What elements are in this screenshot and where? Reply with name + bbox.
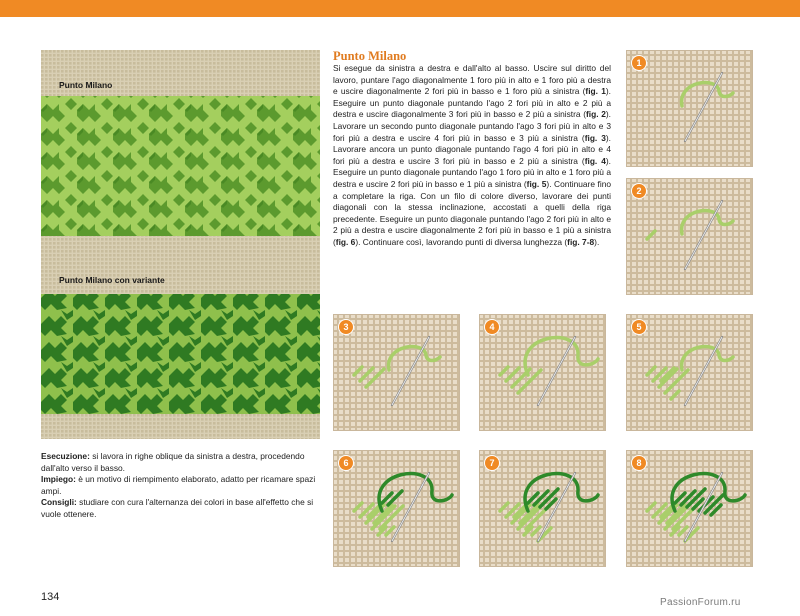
canvas-grid: [334, 315, 459, 430]
fig-ref: fig. 5: [526, 178, 547, 189]
figure-number-badge: 6: [338, 455, 354, 471]
figure-3-drawing: [334, 315, 459, 430]
canvas-grid: [334, 451, 459, 566]
figure-8-drawing: [627, 451, 752, 566]
text-part: ). Eseguire un punto diagonale puntando l'ago 1 foro più in alto e 1 foro più a destra e uscire 2 fori più in basso e 1 più a sinistra (: [333, 155, 611, 189]
figure-7-drawing: [480, 451, 605, 566]
canvas-grid: [480, 315, 605, 430]
fig-ref: fig. 7-8: [567, 236, 595, 247]
figure-number-badge: 3: [338, 319, 354, 335]
canvas-grid: [627, 51, 752, 166]
figure-8: [626, 450, 753, 567]
notes-block: [41, 451, 320, 521]
fig-ref: fig. 4: [584, 155, 606, 166]
watermark: PassionForum.ru: [660, 597, 741, 608]
page-number: 134: [41, 591, 60, 603]
figure-number-badge: 5: [631, 319, 647, 335]
fig-ref: fig. 3: [584, 132, 606, 143]
figure-6: [333, 450, 460, 567]
instructions-text: [333, 63, 611, 249]
execution-text: si lavora in righe oblique da sinistra a destra, procedendo dall'alto verso il basso.: [41, 451, 305, 473]
sample-label-1: Punto Milano: [59, 80, 113, 90]
canvas-grid: [627, 179, 752, 294]
figure-1: [626, 50, 753, 167]
figure-5-drawing: [627, 315, 752, 430]
canvas-grid: [627, 451, 752, 566]
figure-1-drawing: [627, 51, 752, 166]
usage-text: è un motivo di riempimento elaborato, adatto per ricamare spazi ampi.: [41, 474, 316, 496]
text-part: ). Continuare così, lavorando punti di diversa lunghezza (: [355, 236, 568, 247]
text-part: Si esegue da sinistra a destra e dall'alto al basso. Uscire sul diritto del lavoro, puntare l'ago diagonalmente 1 foro più in alto e 1 foro più a destra e uscire diagonalmente 2 fori più in basso e 1 foro più a sinistra (: [333, 63, 611, 97]
figure-5: [626, 314, 753, 431]
canvas-grid: [627, 315, 752, 430]
figure-2-drawing: [627, 179, 752, 294]
figure-number-badge: 2: [631, 183, 647, 199]
usage-note: [41, 474, 320, 497]
figure-number-badge: 4: [484, 319, 500, 335]
usage-label: Impiego:: [41, 474, 76, 485]
text-part: ). Lavorare un secondo punto diagonale puntando l'ago 3 fori più in alto e 3 fori più a destra e uscire 4 fori più in basso e 3 più a sinistra (: [333, 109, 611, 143]
figure-7: [479, 450, 606, 567]
figure-6-drawing: [334, 451, 459, 566]
section-title: Punto Milano: [333, 49, 407, 63]
figure-number-badge: 1: [631, 55, 647, 71]
tips-note: [41, 497, 320, 520]
figure-2: [626, 178, 753, 295]
fig-ref: fig. 1: [585, 86, 606, 97]
top-accent-bar: [0, 0, 800, 17]
text-part: ).: [594, 236, 600, 247]
execution-note: [41, 451, 320, 474]
text-part: ). Lavorare ancora un punto diagonale puntando l'ago 4 fori più in alto e 4 fori più a destra e uscire 3 fori più in basso e 2 più a sinistra (: [333, 132, 611, 166]
figure-4-drawing: [480, 315, 605, 430]
figure-3: [333, 314, 460, 431]
figure-4: [479, 314, 606, 431]
figure-number-badge: 7: [484, 455, 500, 471]
text-part: ). Continuare fino a completare la riga. Con un filo di colore diverso, lavorare dei punti diagonali con la stessa inclinazione, accostati a quelli della riga precedente. Eseguire un punto diagonale puntando l'ago 2 fori più in alto e 2 più a destra e uscire diagonalmente 2 fori più in basso e 1 più a sinistra (: [333, 178, 612, 247]
sample-label-2: Punto Milano con variante: [59, 275, 165, 285]
figure-number-badge: 8: [631, 455, 647, 471]
text-part: ). Eseguire un punto diagonale puntando l'ago 2 fori più in alto e 2 più a destra e uscire diagonalmente 3 fori più in basso e 2 più a sinistra (: [333, 86, 611, 120]
tips-label: Consigli:: [41, 497, 77, 508]
fig-ref: fig. 2: [586, 109, 606, 120]
fig-ref: fig. 6: [335, 236, 356, 247]
execution-label: Esecuzione:: [41, 451, 90, 461]
stitch-sample-photo: [41, 50, 320, 439]
tips-text: studiare con cura l'alternanza dei colori in base all'effetto che si vuole ottenere.: [41, 497, 314, 519]
canvas-grid: [480, 451, 605, 566]
